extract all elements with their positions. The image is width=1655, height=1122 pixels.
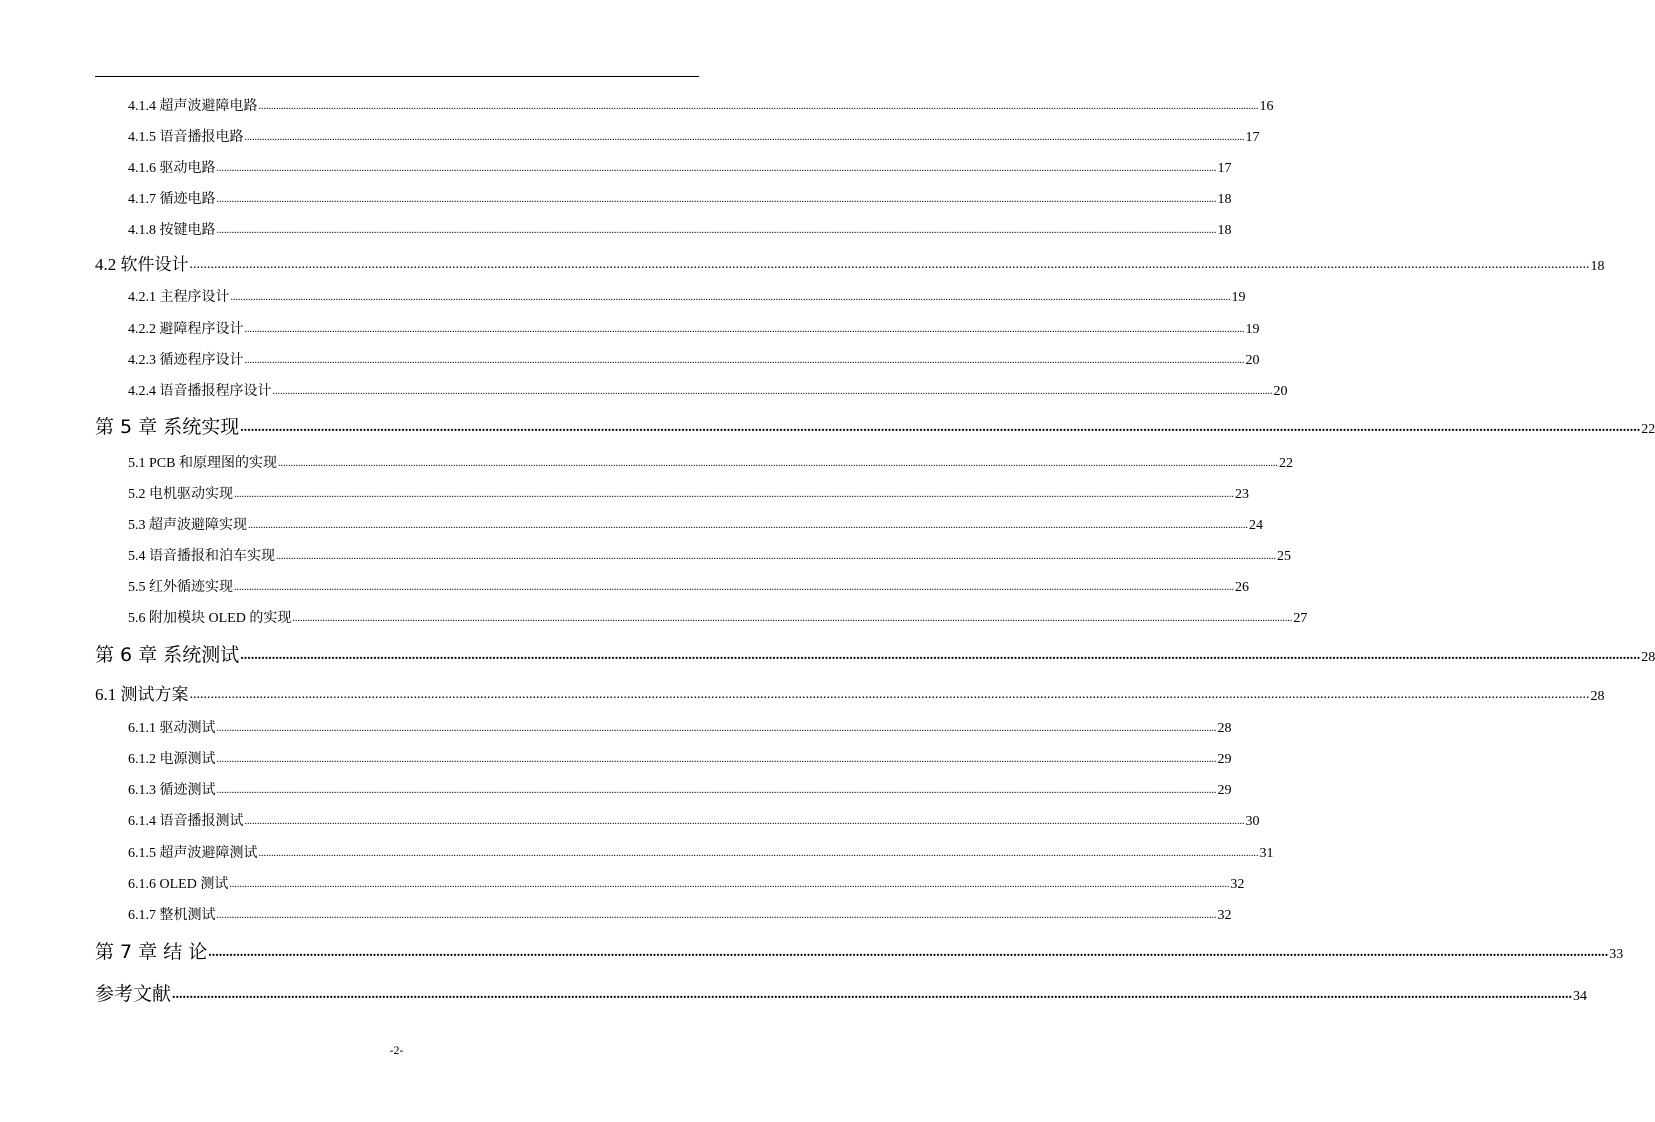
toc-leader-dots: ................................................................................................................................................................................................................................................................................................................................................................................................................ <box>216 194 1217 205</box>
toc-leader-dots: ................................................................................................................................................................................................................................................................................................................................................................................................................ <box>244 324 1245 335</box>
toc-entry-page: 18 <box>1590 259 1605 274</box>
toc-entry-label: 参考文献 <box>95 983 172 1005</box>
toc-entry[interactable] <box>128 812 1260 830</box>
toc-entry[interactable] <box>95 683 1605 705</box>
toc-entry[interactable] <box>95 980 1588 1006</box>
header-rule <box>95 76 699 77</box>
toc-leader-dots: ................................................................................................................................................................................................................................................................................................................................................................................................................ <box>277 458 1278 469</box>
toc-entry[interactable] <box>128 97 1274 115</box>
toc-entry[interactable] <box>128 159 1232 177</box>
toc-leader-dots: ................................................................................................................................................................................................................................................................................................................................................................................................................ <box>216 163 1217 174</box>
toc-entry-page: 17 <box>1245 130 1260 145</box>
toc-entry[interactable] <box>95 641 1655 667</box>
toc-entry-page: 18 <box>1217 223 1232 238</box>
toc-entry-page: 32 <box>1217 908 1232 923</box>
toc-entry[interactable] <box>128 781 1232 799</box>
toc-entry-label: 第 7 章 结 论 <box>95 941 208 963</box>
toc-entry[interactable] <box>128 288 1246 306</box>
toc-entry[interactable] <box>128 719 1232 737</box>
toc-entry-label: 4.1.7 循迹电路 <box>128 192 216 207</box>
toc-entry-page: 20 <box>1245 353 1260 368</box>
toc-entry-label: 6.1.4 语音播报测试 <box>128 814 244 829</box>
toc-leader-dots: ................................................................................................................................................................................................................................................................................................................................................................................................................ <box>189 257 1590 272</box>
toc-entry-label: 6.1.2 电源测试 <box>128 752 216 767</box>
toc-entry-page: 25 <box>1277 549 1291 564</box>
toc-entry[interactable] <box>128 351 1260 369</box>
toc-entry-label: 4.1.8 按键电路 <box>128 223 216 238</box>
toc-entry-label: 6.1.7 整机测试 <box>128 908 216 923</box>
toc-leader-dots: ................................................................................................................................................................................................................................................................................................................................................................................................................ <box>272 386 1273 397</box>
toc-leader-dots: ................................................................................................................................................................................................................................................................................................................................................................................................................ <box>234 489 1234 500</box>
toc-entry-label: 4.2 软件设计 <box>95 255 189 274</box>
toc-entry-page: 20 <box>1273 384 1288 399</box>
toc-entry[interactable] <box>128 578 1249 596</box>
toc-leader-dots: ................................................................................................................................................................................................................................................................................................................................................................................................................ <box>208 945 1609 960</box>
toc-entry-page: 16 <box>1259 99 1274 114</box>
toc-leader-dots: ................................................................................................................................................................................................................................................................................................................................................................................................................ <box>292 613 1293 624</box>
toc-entry-page: 31 <box>1259 846 1274 861</box>
toc-entry-page: 17 <box>1217 161 1232 176</box>
toc-entry-page: 29 <box>1217 752 1232 767</box>
toc-entry-label: 5.5 红外循迹实现 <box>128 580 233 595</box>
toc-entry-label: 6.1.5 超声波避障测试 <box>128 846 258 861</box>
toc-entry-page: 34 <box>1573 989 1588 1004</box>
toc-entry-page: 26 <box>1235 580 1249 595</box>
toc-entry[interactable] <box>95 253 1605 275</box>
toc-entry-label: 4.1.4 超声波避障电路 <box>128 99 258 114</box>
toc-entry-label: 4.2.1 主程序设计 <box>128 290 230 305</box>
toc-leader-dots: ................................................................................................................................................................................................................................................................................................................................................................................................................ <box>216 723 1217 734</box>
toc-entry[interactable] <box>128 906 1232 924</box>
toc-entry[interactable] <box>128 844 1274 862</box>
toc-entry[interactable] <box>128 382 1288 400</box>
toc-entry[interactable] <box>128 128 1260 146</box>
toc-leader-dots: ................................................................................................................................................................................................................................................................................................................................................................................................................ <box>240 420 1641 435</box>
toc-entry-label: 6.1.1 驱动测试 <box>128 721 216 736</box>
toc-leader-dots: ................................................................................................................................................................................................................................................................................................................................................................................................................ <box>234 582 1234 593</box>
toc-entry[interactable] <box>128 454 1293 472</box>
toc-entry-page: 32 <box>1230 877 1245 892</box>
toc-entry-page: 30 <box>1245 814 1260 829</box>
toc-entry-page: 33 <box>1609 947 1624 962</box>
toc-entry-label: 6.1 测试方案 <box>95 685 189 704</box>
toc-entry-page: 24 <box>1249 518 1263 533</box>
toc-entry-page: 27 <box>1293 611 1308 626</box>
toc-entry[interactable] <box>128 320 1260 338</box>
toc-entry-label: 第 5 章 系统实现 <box>95 416 240 438</box>
toc-leader-dots: ................................................................................................................................................................................................................................................................................................................................................................................................................ <box>244 355 1245 366</box>
toc-entry-page: 19 <box>1231 290 1246 305</box>
toc-entry-page: 28 <box>1641 650 1655 665</box>
page-number: -2- <box>389 1043 404 1057</box>
toc-entry-page: 23 <box>1235 487 1249 502</box>
toc-leader-dots: ................................................................................................................................................................................................................................................................................................................................................................................................................ <box>276 551 1276 562</box>
toc-entry[interactable] <box>128 875 1245 893</box>
toc-leader-dots: ................................................................................................................................................................................................................................................................................................................................................................................................................ <box>230 292 1231 303</box>
toc-leader-dots: ................................................................................................................................................................................................................................................................................................................................................................................................................ <box>216 225 1217 236</box>
toc-leader-dots: ................................................................................................................................................................................................................................................................................................................................................................................................................ <box>244 816 1245 827</box>
toc-entry-label: 5.4 语音播报和泊车实现 <box>128 549 275 564</box>
toc-leader-dots: ................................................................................................................................................................................................................................................................................................................................................................................................................ <box>189 687 1590 702</box>
toc-entry-label: 5.3 超声波避障实现 <box>128 518 247 533</box>
toc-entry-label: 5.6 附加模块 OLED 的实现 <box>128 611 292 626</box>
toc-entry-label: 4.2.4 语音播报程序设计 <box>128 384 272 399</box>
toc-leader-dots: ................................................................................................................................................................................................................................................................................................................................................................................................................ <box>240 648 1641 663</box>
toc-entry-label: 6.1.3 循迹测试 <box>128 783 216 798</box>
toc-entry[interactable] <box>128 190 1232 208</box>
toc-entry-label: 第 6 章 系统测试 <box>95 644 240 666</box>
toc-entry-page: 22 <box>1278 456 1293 471</box>
toc-entry-page: 29 <box>1217 783 1232 798</box>
toc-entry-label: 5.1 PCB 和原理图的实现 <box>128 456 277 471</box>
toc-entry-page: 19 <box>1245 322 1260 337</box>
toc-entry-page: 18 <box>1217 192 1232 207</box>
toc-entry-page: 28 <box>1590 689 1605 704</box>
toc-leader-dots: ................................................................................................................................................................................................................................................................................................................................................................................................................ <box>248 520 1248 531</box>
toc-entry-label: 5.2 电机驱动实现 <box>128 487 233 502</box>
toc-entry[interactable] <box>128 609 1308 627</box>
toc-entry-label: 4.1.5 语音播报电路 <box>128 130 244 145</box>
toc-leader-dots: ................................................................................................................................................................................................................................................................................................................................................................................................................ <box>258 101 1259 112</box>
toc-entry[interactable] <box>128 221 1232 239</box>
toc-entry[interactable] <box>128 750 1232 768</box>
toc-leader-dots: ................................................................................................................................................................................................................................................................................................................................................................................................................ <box>244 132 1245 143</box>
toc-entry-label: 4.2.3 循迹程序设计 <box>128 353 244 368</box>
toc-entry-label: 6.1.6 OLED 测试 <box>128 877 229 892</box>
toc-entry[interactable] <box>95 938 1624 964</box>
toc-leader-dots: ................................................................................................................................................................................................................................................................................................................................................................................................................ <box>216 754 1217 765</box>
toc-leader-dots: ................................................................................................................................................................................................................................................................................................................................................................................................................ <box>258 848 1259 859</box>
toc-leader-dots: ................................................................................................................................................................................................................................................................................................................................................................................................................ <box>172 987 1573 1002</box>
toc-entry[interactable] <box>128 485 1249 503</box>
toc-entry-page: 22 <box>1641 422 1655 437</box>
toc-entry-label: 4.2.2 避障程序设计 <box>128 322 244 337</box>
toc-leader-dots: ................................................................................................................................................................................................................................................................................................................................................................................................................ <box>216 910 1217 921</box>
toc-entry[interactable] <box>95 413 1655 439</box>
toc-entry[interactable] <box>128 516 1263 534</box>
toc-leader-dots: ................................................................................................................................................................................................................................................................................................................................................................................................................ <box>216 785 1217 796</box>
toc-leader-dots: ................................................................................................................................................................................................................................................................................................................................................................................................................ <box>229 879 1230 890</box>
toc-entry-page: 28 <box>1217 721 1232 736</box>
toc-entry-label: 4.1.6 驱动电路 <box>128 161 216 176</box>
toc-entry[interactable] <box>128 547 1291 565</box>
